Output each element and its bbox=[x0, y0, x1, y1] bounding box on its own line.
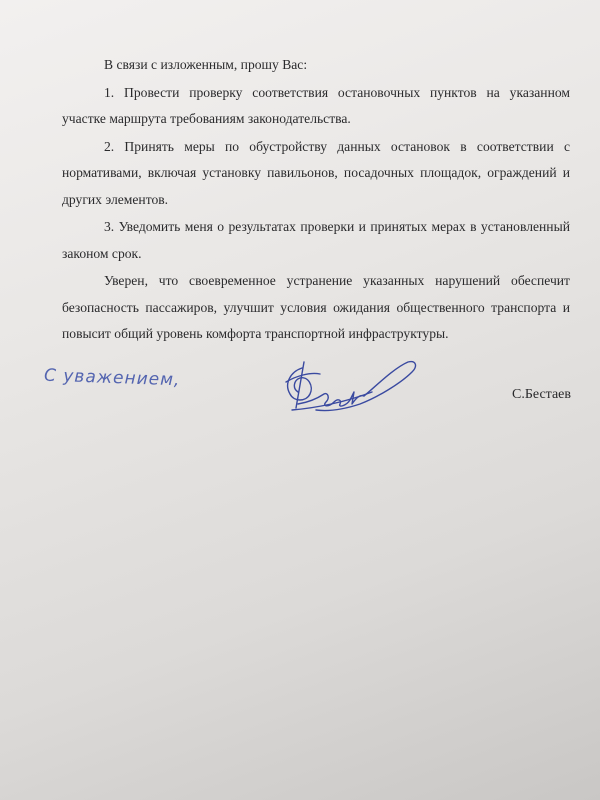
intro-paragraph: В связи с изложенным, прошу Вас: bbox=[104, 57, 308, 72]
signer-name: С.Бестаев bbox=[512, 387, 571, 402]
request-item-2: 2. Принять меры по обустройству данных остановок в соответствии с нормативами, включая установку павильонов, посадочных площадок, ограждений и других элементов. bbox=[62, 138, 570, 207]
handwritten-closing: С уважением, bbox=[43, 365, 181, 391]
request-item-1: 1. Провести проверку соответствия остановочных пунктов на указанном участке маршрута требованиям законодательства. bbox=[62, 84, 570, 126]
signature-icon bbox=[276, 358, 426, 422]
letter-body bbox=[62, 52, 570, 348]
request-item-3: 3. Уведомить меня о результатах проверки и принятых мерах в установленный законом срок. bbox=[62, 219, 570, 261]
conclusion-paragraph: Уверен, что своевременное устранение указанных нарушений обеспечит безопасность пассажиров, улучшит условия ожидания общественного транспорта и повысит общий уровень комфорта транспортной инфраструктуры. bbox=[62, 273, 570, 341]
